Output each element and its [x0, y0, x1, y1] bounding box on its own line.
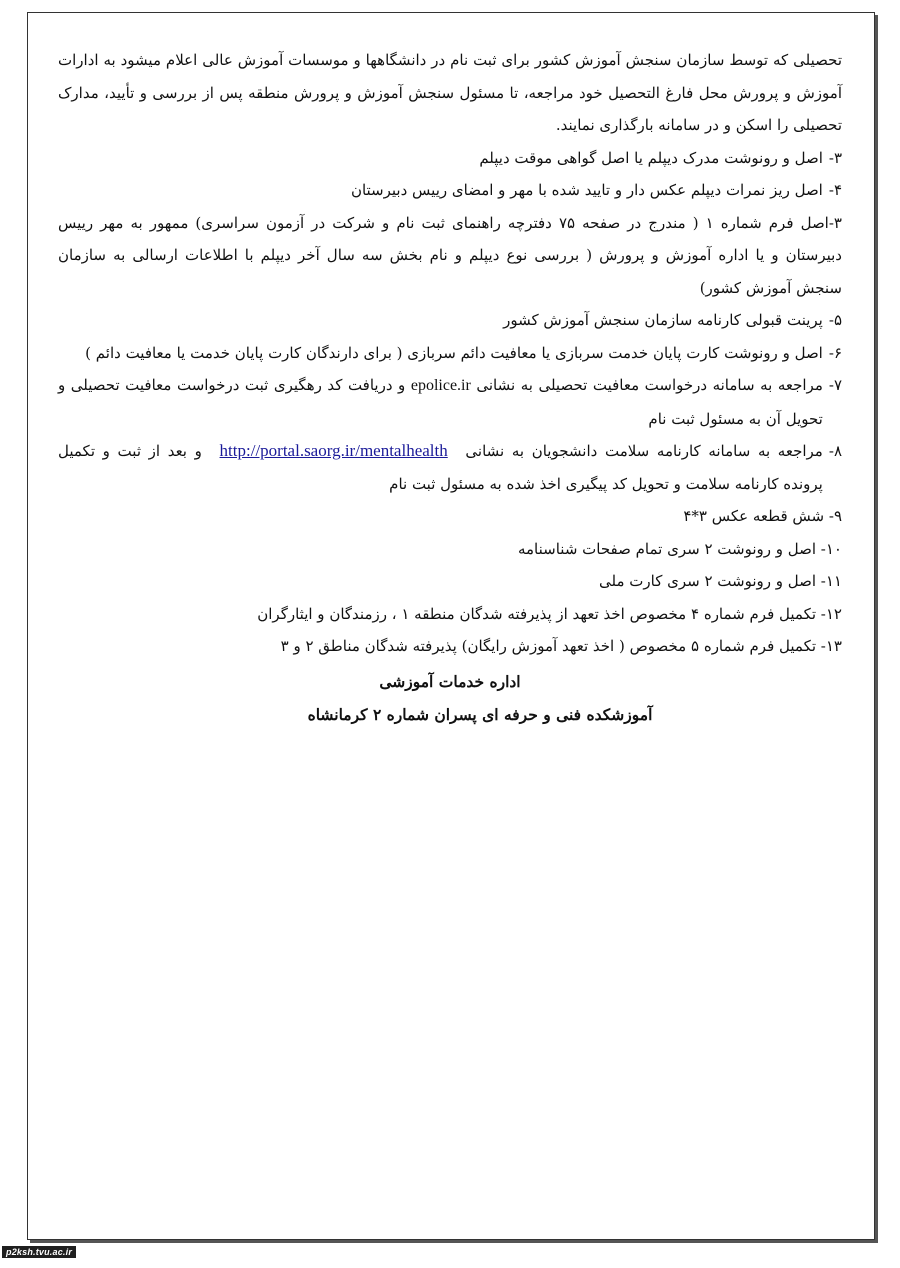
signature-block — [58, 665, 842, 731]
list-item-form-1 — [58, 207, 842, 305]
mental-health-link[interactable]: http://portal.saorg.ir/mentalhealth — [219, 441, 448, 460]
list-item-11: ۱۱- اصل و رونوشت ۲ سری کارت ملی — [598, 572, 842, 590]
item-text — [58, 435, 823, 500]
item-text: ۳-اصل فرم شماره ۱ ( مندرج در صفحه ۷۵ دفترچه راهنمای ثبت نام و شرکت در آزمون سراسری) ممهور به مهر رییس دبیرستان و یا اداره آموزش و پرورش ( بررسی نوع دیپلم و نام بخش سه سال آخر دیپلم با اطلاعات ارسالی به سازمان سنجش آموزش کشور) — [58, 213, 842, 297]
document-body — [58, 44, 842, 731]
list-item-8 — [58, 435, 842, 500]
item-text — [58, 369, 823, 435]
list-item-10: ۱۰- اصل و رونوشت ۲ سری تمام صفحات شناسنامه — [517, 539, 842, 558]
list-item-4 — [58, 174, 842, 207]
intro-paragraph: تحصیلی که توسط سازمان سنجش آموزش کشور برای ثبت نام در دانشگاهها و موسسات آموزش عالی اعلام میشود به ادارات آموزش و پرورش محل فارغ التحصیل خود مراجعه، تا مسئول سنجش آموزش و پرورش منطقه پس از بررسی و تأیید، مدارک تحصیلی را اسکن و در سامانه بارگذاری نمایند. — [58, 51, 842, 134]
item8-text-before: مراجعه به سامانه کارنامه سلامت دانشجویان به نشانی — [465, 442, 823, 460]
item-text: اصل ریز نمرات دیپلم عکس دار و تایید شده با مهر و امضای رییس دبیرستان — [350, 181, 823, 199]
list-item-13: ۱۳- تکمیل فرم شماره ۵ مخصوص ( اخذ تعهد آموزش رایگان) پذیرفته شدگان مناطق ۲ و ۳ — [280, 637, 842, 655]
item7-text-after: و دریافت کد رهگیری ثبت درخواست معافیت تحصیلی و تحویل آن به مسئول ثبت نام — [58, 376, 823, 428]
list-item-5 — [58, 304, 842, 337]
list-item-12: ۱۲- تکمیل فرم شماره ۴ مخصوص اخذ تعهد از پذیرفته شدگان منطقه ۱ ، رزمندگان و ایثارگران — [257, 604, 842, 623]
item-text: پرینت قبولی کارنامه سازمان سنجش آموزش کشور — [503, 311, 823, 329]
list-item-7 — [58, 369, 842, 435]
item-text: اصل و رونوشت کارت پایان خدمت سربازی یا معافیت دائم سربازی ( برای دارندگان کارت پایان خدمت یا معافیت دائم ) — [85, 343, 823, 362]
site-watermark: p2ksh.tvu.ac.ir — [2, 1246, 76, 1258]
list-item-3 — [58, 142, 842, 175]
institution-name: آموزشکده فنی و حرفه ای پسران شماره ۲ کرمانشاه — [307, 704, 653, 724]
list-item-6 — [58, 337, 842, 370]
item-number: ۴- — [828, 181, 842, 199]
item-text: اصل و رونوشت مدرک دیپلم یا اصل گواهی موقت دیپلم — [479, 148, 823, 167]
office-name: اداره خدمات آموزشی — [379, 671, 521, 691]
item-number: ۳- — [828, 148, 842, 167]
item-number: ۵- — [828, 311, 842, 329]
item-number: ۸- — [828, 442, 842, 460]
list-item-9: ۹- شش قطعه عکس ۳*۴ — [683, 507, 842, 525]
item-number: ۷- — [828, 376, 842, 394]
epolice-site: epolice.ir — [410, 377, 471, 394]
item-number: ۶- — [828, 343, 842, 362]
item7-text-before: مراجعه به سامانه درخواست معافیت تحصیلی به نشانی — [476, 376, 823, 394]
item8-text-after: و بعد از ثبت و تکمیل پرونده کارنامه سلامت و تحویل کد پیگیری اخذ شده به مسئول ثبت نام — [58, 442, 823, 493]
